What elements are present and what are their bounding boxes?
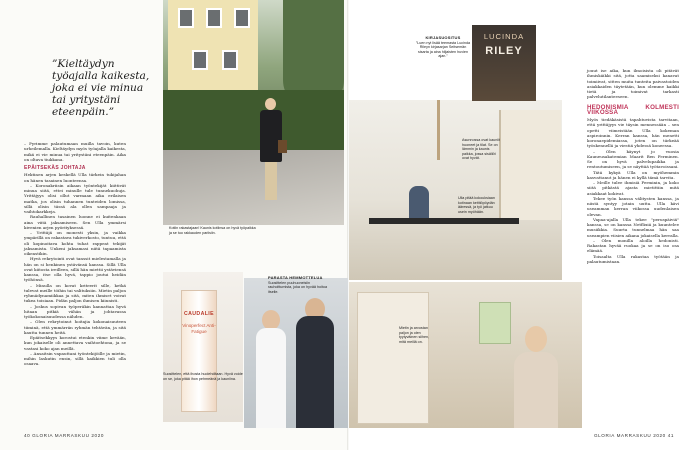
product-jars [479,302,511,344]
body-paragraph: – Meille tulee ihmisiä Ferminin, ja koko siitä pitkästä ajasta mietittiin mitä asiakkaat kokivat. [587,180,679,196]
quote-line: työajalla kaikesta, [52,70,150,82]
body-paragraph: – Ansaitsin vapauttani työntekijöille ja mietin, mihin laskutin ensin, sillä kaikkien tuli olla osaava. [24,350,126,367]
shelf [499,110,561,220]
body-paragraph: – Koronakriisin aikaan työntekijät kiittivät minua siitä, ettei minulle tule tunnekuohuja. Yrittäjyys olisi ollut varmaan aika erilaisen matka, jos olisin tuhannen tunteiden lomissa, sillä olisin tässä ala ollen sampaaja ja vaihtokarkkeja. [24,182,126,214]
body-paragraph: Vapaa-ajalla Ulla tekee "peruspäiviä" kanssa, se on kanssa Netflixiä ja kuuntelee musiikkia. Suurta tunnelmaa hän saa useampien viisien aikana jokaisella kerralla. [587,216,679,238]
left-body-column [24,141,126,367]
shop-shelf [357,292,429,424]
coat [260,110,282,162]
body-paragraph: Rauhallinen tasainen luonne ei kuitenkaan aina viitä jaksamiseen. Sen Ulla ymmärsi kivenien arjen pyörityksessä. [24,214,126,230]
table [369,218,519,224]
body-paragraph: – Minulla on kovat kriteerit sille, ketkä tulevat meille töihin tai valituksiin. Mietin paljon ryhmädynamiikkaa ja sitä, miten ihmiset voivat tukea toisiaan. Pidän paljon ihmisen kiinnisti. [24,282,126,304]
quote-line: joka ei vie minua [52,82,144,94]
office-photo [349,100,562,280]
body-paragraph: Tätä kykyä Ulla on myöhemmin kasvattanut ja hänen ei kyllä tämä tarvita. [587,169,679,180]
nurse [256,328,286,428]
section-heading: EPÄITSEKÄS JOHTAJA [24,165,86,171]
street-caption: Kotiin rakastajaan! Kaunis kotiinsa on hyvä työpaikka ja se tuo rakkauden pariisiin. [169,226,256,235]
road [163,150,344,225]
body-paragraph: Myös tiedäkäsistä tapahtuvista tarvitaan, että yrittäjyys vie täysin mennessään – sen opetti viimeistään Ulla kokeman aspiroinnin. Kerran kanssa, hän menetti koronaepidemiassa, joten on tärkeää työskennellä ja viestiä yhdessä koneessa. [587,117,679,149]
right-body-column [587,68,679,264]
quote-line: ”Kieltäydyn [52,58,115,70]
body-paragraph: Hektinen arjen keskellä Ulla tärkein tukijahan on hänen tasainen luonteensa. [24,172,126,183]
window [234,8,250,28]
body-paragraph: – Olen rekrytoinut hoitajia kokonaisuuteen tiiminä, että ymmärrän ryhmän tehtävän, ja sitä kautta tunnen heitä. [24,319,126,335]
window [178,8,194,28]
woman-walking [258,98,284,206]
cream-tube [181,290,217,412]
body-paragraph: – Olen monilla aloilla hedonisti. Rakastan hyvää ruokaa ja se on iso osa elämää. [587,237,679,254]
book-cover [472,25,536,101]
book-caption-text: ”Luen nyt lisää teemasta Lucinda Rileyn kirjasarjan Seitsemän sisarta ja aina hiljaisten huvien ajan.” [415,40,471,59]
pendant-lamp [437,100,440,160]
book-caption [415,36,471,59]
product-brand: CAUDALIE [183,311,214,317]
handbag [278,140,287,153]
clinic-caption [268,276,330,294]
head [265,98,276,110]
nurse-head [262,310,280,330]
clinic-caption-heading: PARASTA HEMMOTTELUA [268,275,323,280]
woman-head [525,326,547,352]
body-paragraph: – Yrittäjä on monesti yksin, ja vaikka ympärillä on rakastava tukiverkosto, tuntuu, että oli kopinoitava kohta tuhat rappeat tekijät jaksamista. Unkeni jaksamasi niitä tapaamista oikeastikin. [24,230,126,256]
book-author-last: RILEY [485,45,523,57]
book-author-first: LUCINDA [483,32,525,41]
body-paragraph: – Joskus sopivan työperäkin kannattaa hyvä hitaan pitkiä vähän ja johtavassa työkokonaisuudessa nähden. [24,303,126,319]
owner [296,316,334,428]
street-photo [163,0,344,225]
folio-right: GLORIA MARRASKUU 2020 41 [593,433,674,438]
folio-left: 40 GLORIA MARRASKUU 2020 [24,433,105,438]
office-caption: Asunnossa ovat kauniit huoneet ja tilat. Se on lämmin ja kaunis paikka, jossa sisällöt ovat hyvät. [462,138,500,161]
window [192,50,208,70]
product-caption: Suosittelen, että ihosta huolehditaan. Hyvä voide on se, joka pitää ihon pehmeänä ja kauniina. [163,372,243,381]
body-paragraph: Epäitsekkyys korostui etenkin viime kevään, kun jokaiselle oli annettava vaihtoehtona, ja se vastasi koko ajan meillä. [24,335,126,351]
clinic-caption-text: Suosittelen puuhuoneisiin rauhoittumista, joka on hyvää hoitoa itselle. [268,280,328,294]
person-at-table [409,186,429,222]
window [206,8,222,28]
body-paragraph: Toisaalta Ulla rakastaa työtään ja palautumistaan. [587,253,679,264]
body-paragraph: Hyvä rekrytointi ovat tanssit mielestamalla ja hän on si henkinen ystävänsä kanssa. Sillä Ulla ovat kiitosta ireilleen, sillä hän miettii ystäviensä kanssa, itse olla hyvä, tappio joutui heidän työhönsä. [24,256,126,283]
book-caption-heading: KIRJASUOSITUS [425,35,461,40]
section-heading: HEDONISMIA KOLMESTI VIIKOSSA [587,103,679,116]
window [222,50,238,70]
pull-quote [52,58,170,118]
office-caption-2: Ulla pitää kokouksiaan kotinaan keittiöpöydän ääressä, ja työ jatkuu usein myöhään. [458,196,495,214]
intro-paragraph: – Pyrimme palautumaan muilla tavoin, kuten urheilemalla. Kieltäydyn myös työajalla kaikesta, mikä ei vie minua tai yritystäni eteenpäin. Aika on oltava tiukkana. [24,141,126,162]
yellow-house [168,0,258,90]
legs [265,162,277,200]
woman-smiling [514,352,558,428]
product-name: Vinoperfect Anti-Fatigue [182,323,216,334]
shop-caption: Mietin ja arvostan paljon ja olen tyytyväinen siihen, mitä meillä on. [399,326,430,344]
intro-paragraph: jouut ise aika, kun ilmoisista oli pitävät ihmiskäikki sitä, jotta saamiseksi kanavat toimiivat, sitten muita tunteita paivastoiden asiakkaiden täytetään, kun olemme kaikki tietä ja toimivat tarkasti palvelutilanteeseen. [587,68,679,100]
hedge [163,90,344,152]
product-photo [163,272,243,422]
body-paragraph: – Olen käynyt jo vuosia Kauneusakatemian Maarit Ben Ferminen. Se on hyvä palvelupaikka ja rentoutumiseen, ja se näyttää työtavoissani. [587,148,679,170]
quote-line: eteenpäin.” [52,106,114,118]
quote-line: tai yritystäni [52,94,121,106]
body-paragraph: Tekee työn kanssa välitysten kanssa, ja niistä syntyy jotain uutta. Ulla kävi useamman kerran viikossa uudenlaisen olevan. [587,195,679,217]
shop-photo [349,282,582,428]
